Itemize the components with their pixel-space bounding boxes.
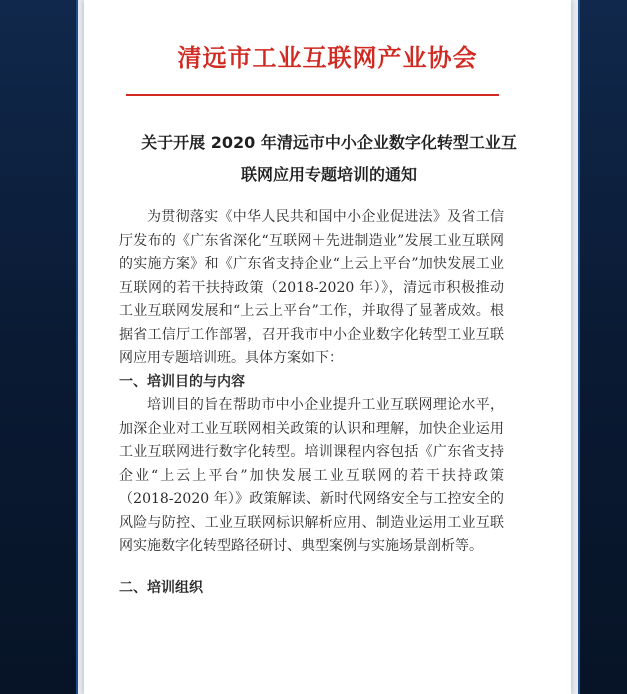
header-divider [126, 94, 499, 96]
organization-title: 清远市工业互联网产业协会 [177, 44, 478, 72]
document-page [84, 0, 571, 694]
section-1-heading: 一、培训目的与内容 [119, 373, 245, 390]
notice-title-line-1: 关于开展 2020 年清远市中小企业数字化转型工业互 [141, 133, 517, 152]
background-right-panel [572, 0, 627, 694]
notice-body [119, 206, 504, 600]
section-2-heading: 二、培训组织 [119, 579, 203, 596]
notice-title-line-2: 联网应用专题培训的通知 [240, 165, 417, 184]
notice-title [124, 127, 534, 191]
intro-paragraph: 为贯彻落实《中华人民共和国中小企业促进法》及省工信厅发布的《广东省深化“互联网＋先进制造业”发展工业互联网的实施方案》和《广东省支持企业“上云上平台”加快发展工业互联网的若干扶持政策（2018-2020 年）》，清远市积极推动工业互联网发展和“上云上平台”工作，并取得了显著成效。根据省工信厅工作部署，召开我市中小企业数字化转型工业互联网应用专题培训班。具体方案如下： [119, 209, 504, 366]
section-1-paragraph: 培训目的旨在帮助市中小企业提升工业互联网理论水平，加深企业对工业互联网相关政策的认识和理解，加快企业运用工业互联网进行数字化转型。培训课程内容包括《广东省支持企业“上云上平台”加快发展工业互联网的若干扶持政策（2018-2020 年）》政策解读、新时代网络安全与工控安全的风险与防控、工业互联网标识解析应用、制造业运用工业互联网实施数字化转型路径研讨、典型案例与实施场景剖析等。 [119, 397, 504, 554]
background-left-panel [0, 0, 80, 694]
